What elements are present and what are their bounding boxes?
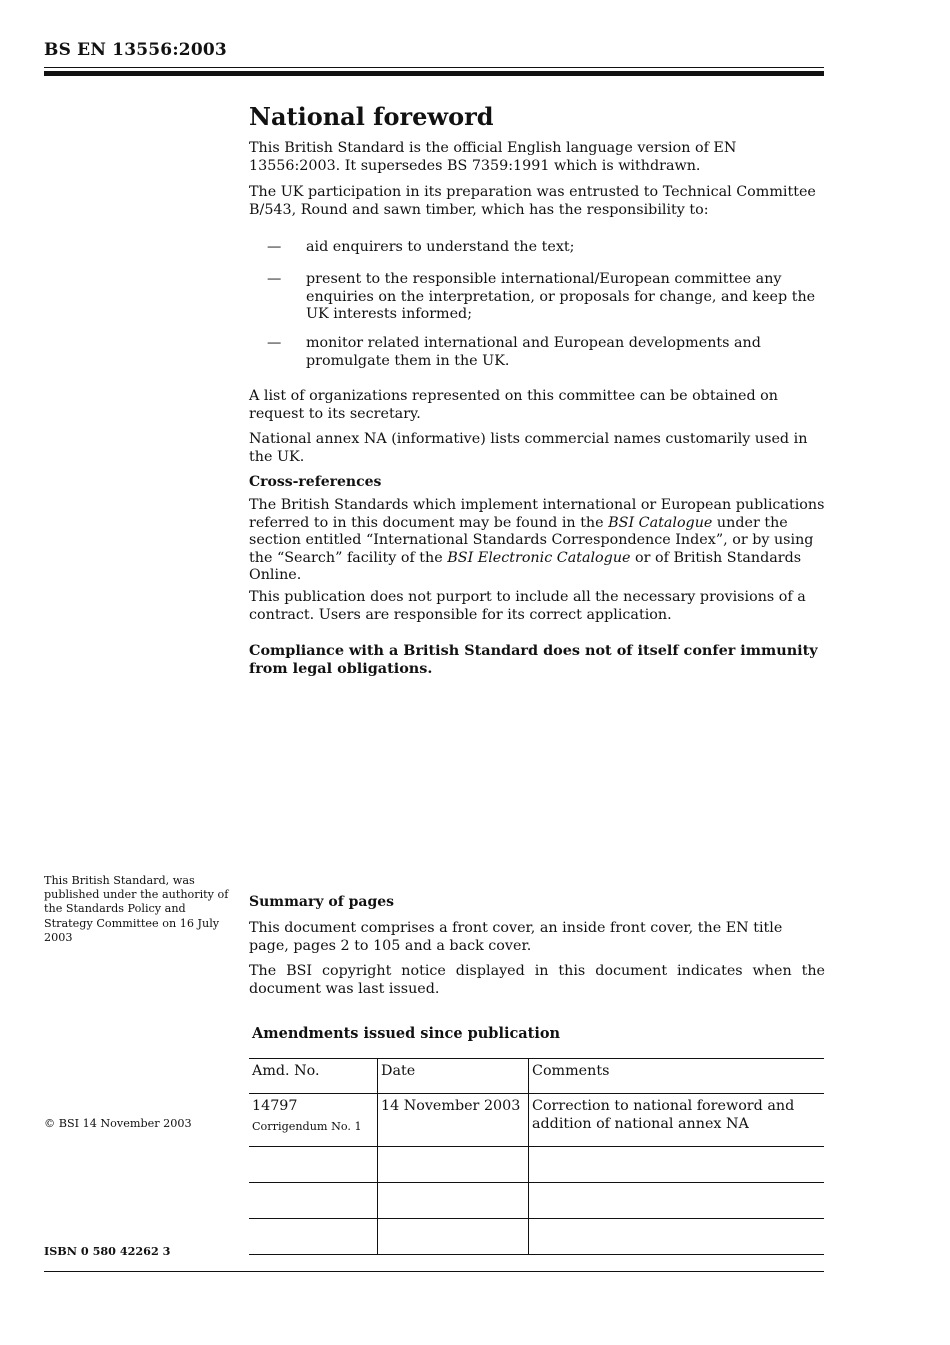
text-run: The BSI copyright notice displayed in this document indicates when the	[249, 963, 825, 979]
empty-cell	[529, 1183, 825, 1219]
table-row	[249, 1219, 824, 1255]
publication-authority-note: This British Standard, was published under the authority of the Standards Policy and Strategy Committee on 16 July 2003	[44, 874, 229, 944]
empty-cell	[249, 1147, 378, 1183]
comments-cell: Correction to national foreword and addition of national annex NA	[529, 1094, 825, 1147]
page-title: National foreword	[249, 102, 494, 131]
compliance-statement: Compliance with a British Standard does not of itself confer immunity from legal obligations.	[249, 642, 818, 677]
cross-references-heading: Cross-references	[249, 474, 382, 490]
amd-number: 14797	[252, 1098, 298, 1114]
table-row	[249, 1183, 824, 1219]
dash-marker: —	[267, 335, 282, 351]
empty-cell	[529, 1219, 825, 1255]
column-header-comments: Comments	[529, 1059, 825, 1094]
electronic-catalogue-title: BSI Electronic Catalogue	[447, 549, 631, 566]
empty-cell	[378, 1147, 529, 1183]
dash-marker: —	[267, 271, 282, 287]
amd-no-cell	[249, 1094, 378, 1147]
header-rule-thin	[44, 67, 824, 68]
list-item-text: present to the responsible international/European committee any enquiries on the interpretation, or proposals for change, and keep the UK interests informed;	[306, 271, 816, 322]
table-row	[249, 1147, 824, 1183]
column-header-amd-no: Amd. No.	[249, 1059, 378, 1094]
isbn: ISBN 0 580 42262 3	[44, 1244, 171, 1258]
paragraph-official-version: This British Standard is the official English language version of EN 13556:2003. It supersedes BS 7359:1991 which is withdrawn.	[249, 140, 737, 174]
list-item-text: aid enquirers to understand the text;	[306, 239, 575, 255]
catalogue-title: BSI Catalogue	[608, 514, 713, 531]
text-run: The British Standards which implement international or European publications referred to in this document may be found in the	[249, 497, 825, 531]
dash-marker: —	[267, 239, 282, 255]
text-run: document was last issued.	[249, 980, 440, 997]
copyright-notice: © BSI 14 November 2003	[44, 1117, 192, 1130]
footer-rule	[44, 1271, 824, 1272]
header-rule-thick	[44, 71, 824, 76]
amd-subtitle: Corrigendum No. 1	[252, 1119, 362, 1133]
paragraph-copyright-notice	[249, 963, 825, 998]
paragraph-cross-references	[249, 497, 825, 585]
paragraph-national-annex: National annex NA (informative) lists commercial names customarily used in the UK.	[249, 431, 808, 465]
text-run: under the section entitled “International Standards Correspondence Index”, or by using the “Search” facility of the	[249, 514, 814, 566]
list-item-text: monitor related international and European developments and promulgate them in the UK.	[306, 335, 761, 369]
empty-cell	[249, 1183, 378, 1219]
amendments-table	[249, 1058, 824, 1255]
empty-cell	[529, 1147, 825, 1183]
document-header-title: BS EN 13556:2003	[44, 40, 227, 60]
column-header-date: Date	[378, 1059, 529, 1094]
table-row	[249, 1094, 824, 1147]
amendments-heading: Amendments issued since publication	[252, 1025, 561, 1042]
paragraph-organizations: A list of organizations represented on this committee can be obtained on request to its secretary.	[249, 388, 778, 422]
table-header-row	[249, 1059, 824, 1094]
paragraph-provisions: This publication does not purport to include all the necessary provisions of a contract. Users are responsible for its correct application.	[249, 589, 806, 623]
text-run: or of British Standards Online.	[249, 549, 802, 583]
empty-cell	[378, 1183, 529, 1219]
empty-cell	[249, 1219, 378, 1255]
empty-cell	[378, 1219, 529, 1255]
date-cell: 14 November 2003	[378, 1094, 529, 1147]
summary-of-pages-heading: Summary of pages	[249, 894, 395, 910]
paragraph-committee: The UK participation in its preparation was entrusted to Technical Committee B/543, Round and sawn timber, which has the responsibility to:	[249, 184, 816, 218]
paragraph-summary: This document comprises a front cover, an inside front cover, the EN title page, pages 2 to 105 and a back cover.	[249, 920, 783, 954]
